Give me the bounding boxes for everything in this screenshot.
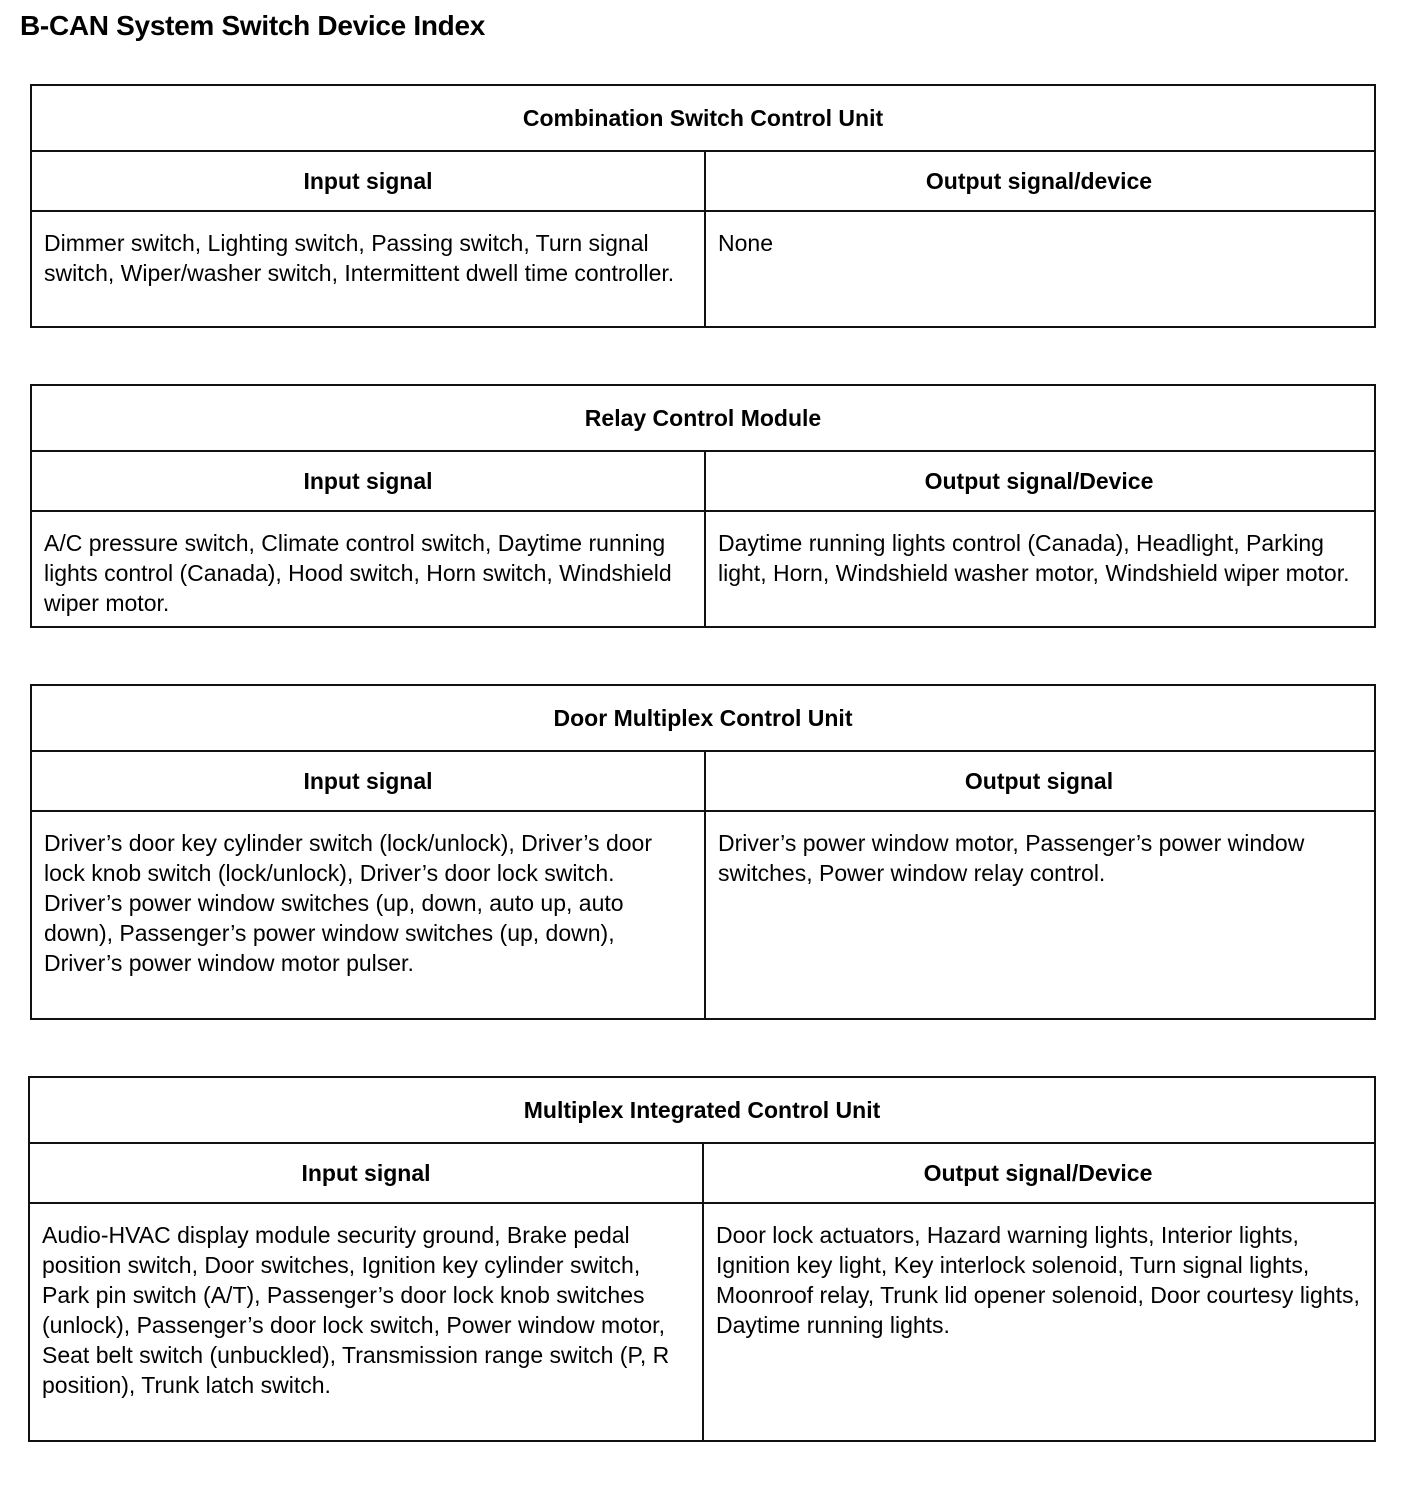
input-signal-header: Input signal: [32, 452, 704, 512]
output-signal-cell: Daytime running lights control (Canada), Headlight, Parking light, Horn, Windshield washer motor, Windshield wiper motor.: [718, 530, 1350, 586]
input-signal-cell: Dimmer switch, Lighting switch, Passing switch, Turn signal switch, Wiper/washer switch, Intermittent dwell time controller.: [44, 230, 675, 286]
input-signal-cell: A/C pressure switch, Climate control switch, Daytime running lights control (Canada), Hood switch, Horn switch, Windshield wiper motor.: [44, 530, 672, 616]
output-signal-header: Output signal: [704, 752, 1374, 812]
page-title: B-CAN System Switch Device Index: [20, 10, 485, 41]
input-signal-header: Input signal: [32, 752, 704, 812]
output-signal-cell: None: [718, 230, 773, 256]
output-signal-cell: Door lock actuators, Hazard warning lights, Interior lights, Ignition key light, Key interlock solenoid, Turn signal lights, Moonroof relay, Trunk lid opener solenoid, Door courtesy lights, Daytime running lights.: [716, 1222, 1360, 1338]
relay-control-module-table: [30, 384, 1376, 628]
table-title: Door Multiplex Control Unit: [32, 686, 1374, 752]
output-signal-header: Output signal/Device: [702, 1144, 1374, 1204]
output-signal-cell: Driver’s power window motor, Passenger’s power window switches, Power window relay control.: [718, 830, 1305, 886]
table-title: Multiplex Integrated Control Unit: [30, 1078, 1374, 1144]
input-signal-cell: Audio-HVAC display module security ground, Brake pedal position switch, Door switches, Ignition key cylinder switch, Park pin switch (A/T), Passenger’s door lock knob switches (unlock), Passenger’s door lock switch, Power window motor, Seat belt switch (unbuckled), Transmission range switch (P, R position), Trunk latch switch.: [42, 1222, 670, 1398]
input-signal-header: Input signal: [30, 1144, 702, 1204]
input-signal-cell: Driver’s door key cylinder switch (lock/unlock), Driver’s door lock knob switch (lock/unlock), Driver’s door lock switch. Driver’s power window switches (up, down, auto up, auto down), Passenger’s power window switches (up, down), Driver’s power window motor pulser.: [44, 830, 652, 976]
output-signal-header: Output signal/device: [704, 152, 1374, 212]
door-multiplex-control-unit-table: [30, 684, 1376, 1020]
multiplex-integrated-control-unit-table: [28, 1076, 1376, 1442]
combination-switch-control-unit-table: [30, 84, 1376, 328]
table-title: Relay Control Module: [32, 386, 1374, 452]
output-signal-header: Output signal/Device: [704, 452, 1374, 512]
input-signal-header: Input signal: [32, 152, 704, 212]
table-title: Combination Switch Control Unit: [32, 86, 1374, 152]
